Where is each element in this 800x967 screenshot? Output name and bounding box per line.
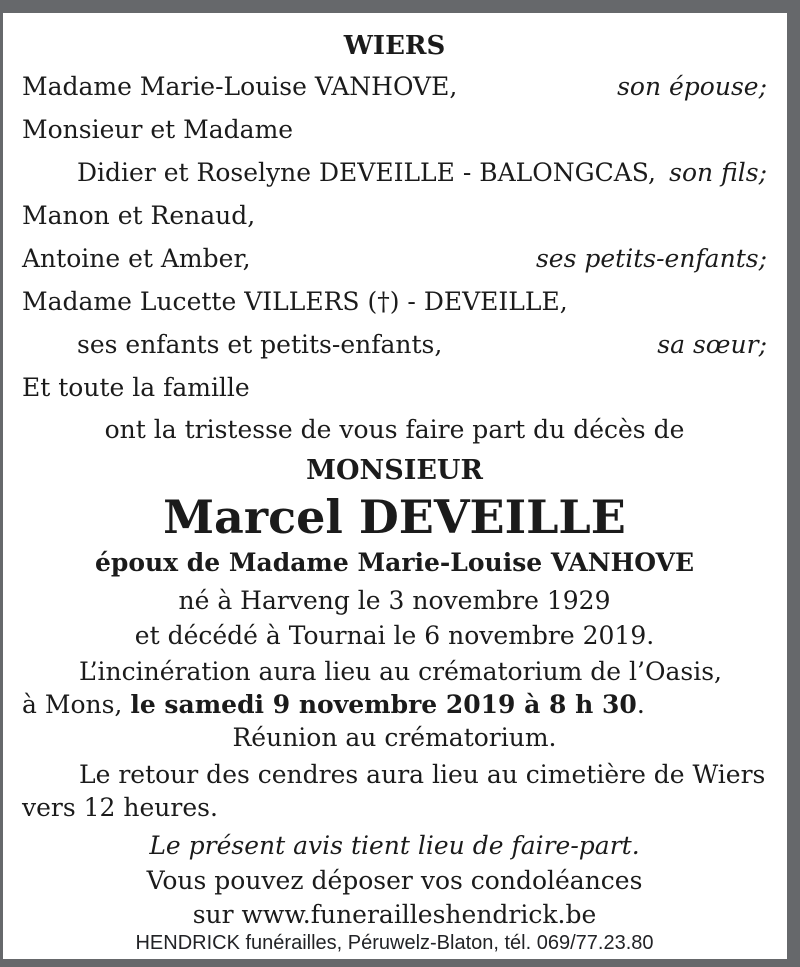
kinship-label: son épouse;	[617, 72, 767, 101]
family-line	[22, 323, 767, 366]
ceremony-line2	[22, 688, 767, 721]
family-line	[22, 280, 767, 323]
family-names: Madame Lucette VILLERS (†) - DEVEILLE,	[22, 287, 568, 316]
deceased-name: Marcel DEVEILLE	[163, 490, 626, 544]
condolences-line1: Vous pouvez déposer vos condoléances	[146, 866, 643, 895]
family-names: Antoine et Amber,	[22, 244, 251, 273]
civility-title: MONSIEUR	[306, 455, 483, 486]
family-line	[22, 194, 767, 237]
kinship-label: sa sœur;	[657, 330, 767, 359]
family-line	[22, 65, 767, 108]
ceremony-line1: L’incinération aura lieu au crématorium de l’Oasis,	[79, 657, 722, 686]
ashes-line1: Le retour des cendres aura lieu au cimetière de Wiers	[79, 760, 766, 789]
birth-line: né à Harveng le 3 novembre 1929	[178, 586, 611, 615]
ceremony-paragraph	[22, 655, 767, 721]
town-heading: WIERS	[343, 31, 446, 61]
condolences-website: sur www.funerailleshendrick.be	[192, 900, 597, 929]
kinship-label: ses petits-enfants;	[535, 244, 767, 273]
family-line	[22, 366, 767, 409]
family-names: Madame Marie-Louise VANHOVE,	[22, 72, 458, 101]
kinship-label: son fils;	[669, 158, 767, 187]
death-line: et décédé à Tournai le 6 novembre 2019.	[134, 621, 655, 650]
family-names: Didier et Roselyne DEVEILLE - BALONGCAS,	[77, 158, 656, 187]
ashes-paragraph	[22, 758, 767, 824]
family-names: Manon et Renaud,	[22, 201, 256, 230]
ceremony-line2-prefix: à Mons,	[22, 690, 131, 719]
faire-part-line: Le présent avis tient lieu de faire-part.	[149, 831, 640, 860]
ceremony-date-time: le samedi 9 novembre 2019 à 8 h 30	[130, 690, 637, 719]
notice-content	[3, 13, 787, 959]
reunion-line: Réunion au crématorium.	[232, 723, 557, 752]
family-list	[22, 65, 767, 409]
family-line	[22, 237, 767, 280]
funeral-home-line: HENDRICK funérailles, Péruwelz-Blaton, tél. 069/77.23.80	[135, 932, 654, 954]
announcement-line: ont la tristesse de vous faire part du décès de	[104, 415, 685, 444]
family-names: ses enfants et petits-enfants,	[77, 330, 443, 359]
family-names: Et toute la famille	[22, 373, 250, 402]
spouse-line: époux de Madame Marie-Louise VANHOVE	[94, 548, 695, 577]
family-names: Monsieur et Madame	[22, 115, 294, 144]
family-line	[22, 108, 767, 151]
family-line	[22, 151, 767, 194]
ashes-line2: vers 12 heures.	[22, 793, 218, 822]
ceremony-line2-suffix: .	[636, 690, 645, 719]
